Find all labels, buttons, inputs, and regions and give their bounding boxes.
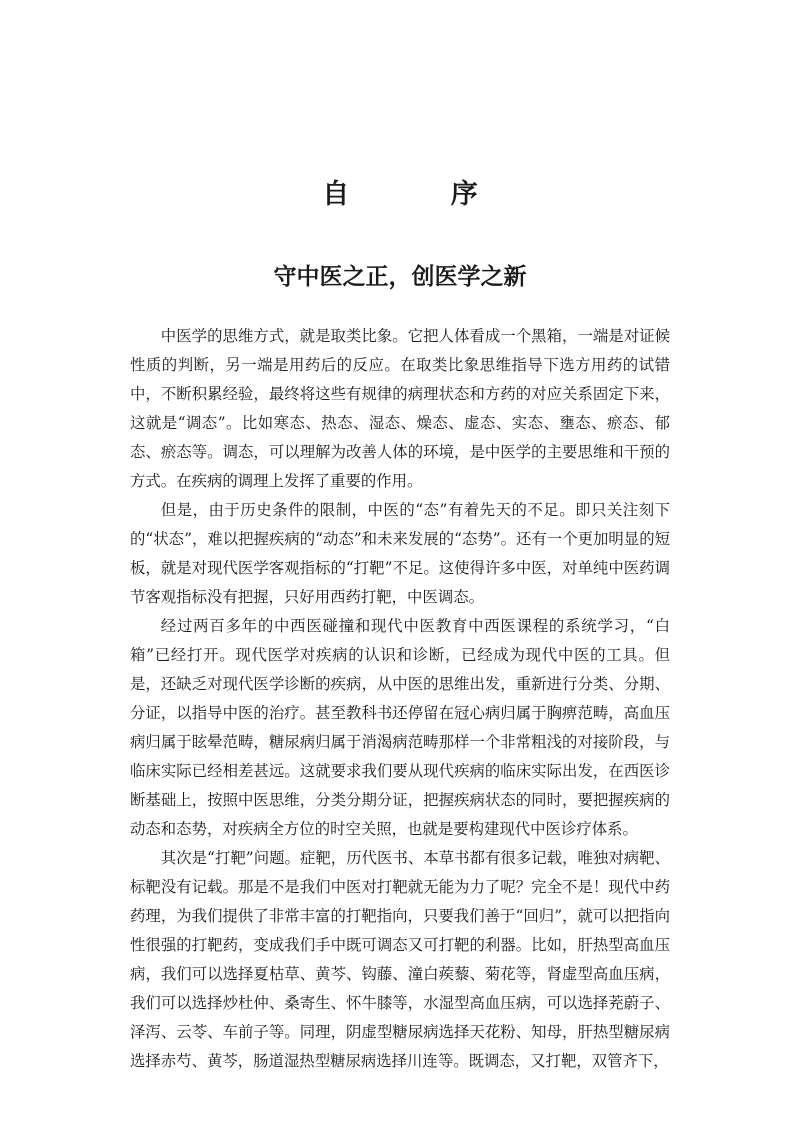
paragraph: 中医学的思维方式，就是取类比象。它把人体看成一个黑箱，一端是对证候性质的判断，另一端是用药后的反应。在取类比象思维指导下选方用药的试错中，不断积累经验，最终将这些有规律的病理状态和方药的对应关系固定下来，这就是“调态”。比如寒态、热态、湿态、燥态、虚态、实态、壅态、瘀态、郁态、瘀态等。调态，可以理解为改善人体的环境，是中医学的主要思维和干预的方式。在疾病的调理上发挥了重要的作用。 [130, 327, 670, 490]
paragraph: 经过两百多年的中西医碰撞和现代中医教育中西医课程的系统学习，“白箱”已经打开。现代医学对疾病的认识和诊断，已经成为现代中医的工具。但是，还缺乏对现代医学诊断的疾病，从中医的思维出发，重新进行分类、分期、分证，以指导中医的治疗。甚至教科书还停留在冠心病归属于胸痹范畴，高血压病归属于眩晕范畴，糖尿病归属于消渴病范畴那样一个非常粗浅的对接阶段，与临床实际已经相差甚远。这就要求我们要从现代疾病的临床实际出发，在西医诊断基础上，按照中医思维，分类分期分证，把握疾病状态的同时，要把握疾病的动态和态势，对疾病全方位的时空关照，也就是要构建现代中医诊疗体系。 [130, 617, 670, 838]
paragraph: 其次是“打靶”问题。症靶，历代医书、本草书都有很多记载，唯独对病靶、标靶没有记载。那是不是我们中医对打靶就无能为力了呢？完全不是！现代中药药理，为我们提供了非常丰富的打靶指向，只要我们善于“回归”，就可以把指向性很强的打靶药，变成我们手中既可调态又可打靶的利器。比如，肝热型高血压病，我们可以选择夏枯草、黄芩、钩藤、潼白蒺藜、菊花等，肾虚型高血压病，我们可以选择炒杜仲、桑寄生、怀牛膝等，水湿型高血压病，可以选择茺蔚子、泽泻、云苓、车前子等。同理，阴虚型糖尿病选择天花粉、知母，肝热型糖尿病选择赤芍、黄芩，肠道湿热型糖尿病选择川连等。既调态，又打靶，双管齐下， [130, 849, 670, 1070]
paragraph: 但是，由于历史条件的限制，中医的“态”有着先天的不足。即只关注刻下的“状态”，难以把握疾病的“动态”和未来发展的“态势”。还有一个更加明显的短板，就是对现代医学客观指标的“打靶”不足。这使得许多中医，对单纯中医药调节客观指标没有把握，只好用西药打靶，中医调态。 [130, 501, 670, 606]
page-subtitle: 守中医之正，创医学之新 [273, 264, 527, 290]
body-text [130, 322, 670, 1076]
page-title: 自 序 [322, 179, 524, 210]
